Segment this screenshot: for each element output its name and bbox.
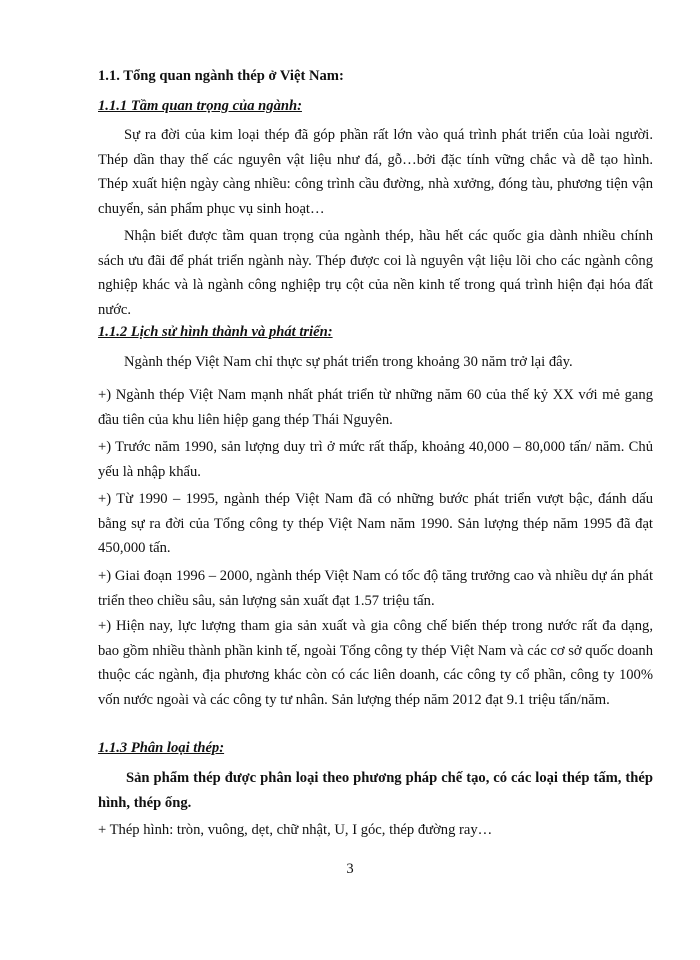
section-1-title: 1.1.1 Tầm quan trọng của ngành: — [98, 98, 302, 114]
history-item-2: +) Trước năm 1990, sản lượng duy trì ở mức rất thấp, khoảng 40,000 – 80,000 tấn/ năm. Chủ yếu là nhập khẩu. — [98, 439, 653, 480]
section-1-paragraph-2: Nhận biết được tầm quan trọng của ngành thép, hầu hết các quốc gia dành nhiều chính sách ưu đãi để phát triển ngành này. Thép được coi là nguyên vật liệu lõi cho các ngành công nghiệp khác và là ngành công nghiệp trụ cột của nền kinh tế trong quá trình hiện đại hóa đất nước. — [98, 228, 653, 318]
history-item-4: +) Giai đoạn 1996 – 2000, ngành thép Việt Nam có tốc độ tăng trưởng cao và nhiều dự án phát triển theo chiều sâu, sản lượng sản xuất đạt 1.57 triệu tấn. — [98, 568, 653, 609]
section-3-title: 1.1.3 Phân loại thép: — [98, 740, 225, 756]
main-heading: 1.1. Tổng quan ngành thép ở Việt Nam: — [98, 68, 344, 84]
section-2-intro: Ngành thép Việt Nam chỉ thực sự phát triển trong khoảng 30 năm trở lại đây. — [124, 354, 573, 370]
page-number: 3 — [346, 861, 354, 877]
history-item-1: +) Ngành thép Việt Nam mạnh nhất phát triển từ những năm 60 của thế kỷ XX với mẻ gang đầu tiên của khu liên hiệp gang thép Thái Nguyên. — [98, 387, 653, 428]
section-1-paragraph-1: Sự ra đời của kim loại thép đã góp phần rất lớn vào quá trình phát triển của loài người. Thép dần thay thế các nguyên vật liệu như đá, gỗ…bởi đặc tính vững chắc và dễ tạo hình. Thép xuất hiện ngày càng nhiều: công trình cầu đường, nhà xưởng, đóng tàu, phương tiện vận chuyển, sản phẩm phục vụ sinh hoạt… — [98, 127, 653, 217]
history-item-3: +) Từ 1990 – 1995, ngành thép Việt Nam đã có những bước phát triển vượt bậc, đánh dấu bằng sự ra đời của Tổng công ty thép Việt Nam năm 1990. Sản lượng thép năm 1995 đã đạt 450,000 tấn. — [98, 491, 653, 556]
section-3-item: + Thép hình: tròn, vuông, dẹt, chữ nhật, U, I góc, thép đường ray… — [98, 822, 493, 838]
history-item-5: +) Hiện nay, lực lượng tham gia sản xuất và gia công chế biến thép trong nước rất đa dạng, bao gồm nhiều thành phần kinh tế, ngoài Tổng công ty thép Việt Nam và các cơ sở quốc doanh thuộc các ngành, địa phương khác còn có các liên doanh, các công ty cổ phần, công ty 100% vốn nước ngoài và các công ty tư nhân. Sản lượng thép năm 2012 đạt 9.1 triệu tấn/năm. — [98, 618, 653, 708]
section-3-bold-paragraph: Sản phẩm thép được phân loại theo phương pháp chế tạo, có các loại thép tấm, thép hình, thép ống. — [98, 770, 653, 811]
section-2-title: 1.1.2 Lịch sử hình thành và phát triển: — [98, 324, 333, 340]
